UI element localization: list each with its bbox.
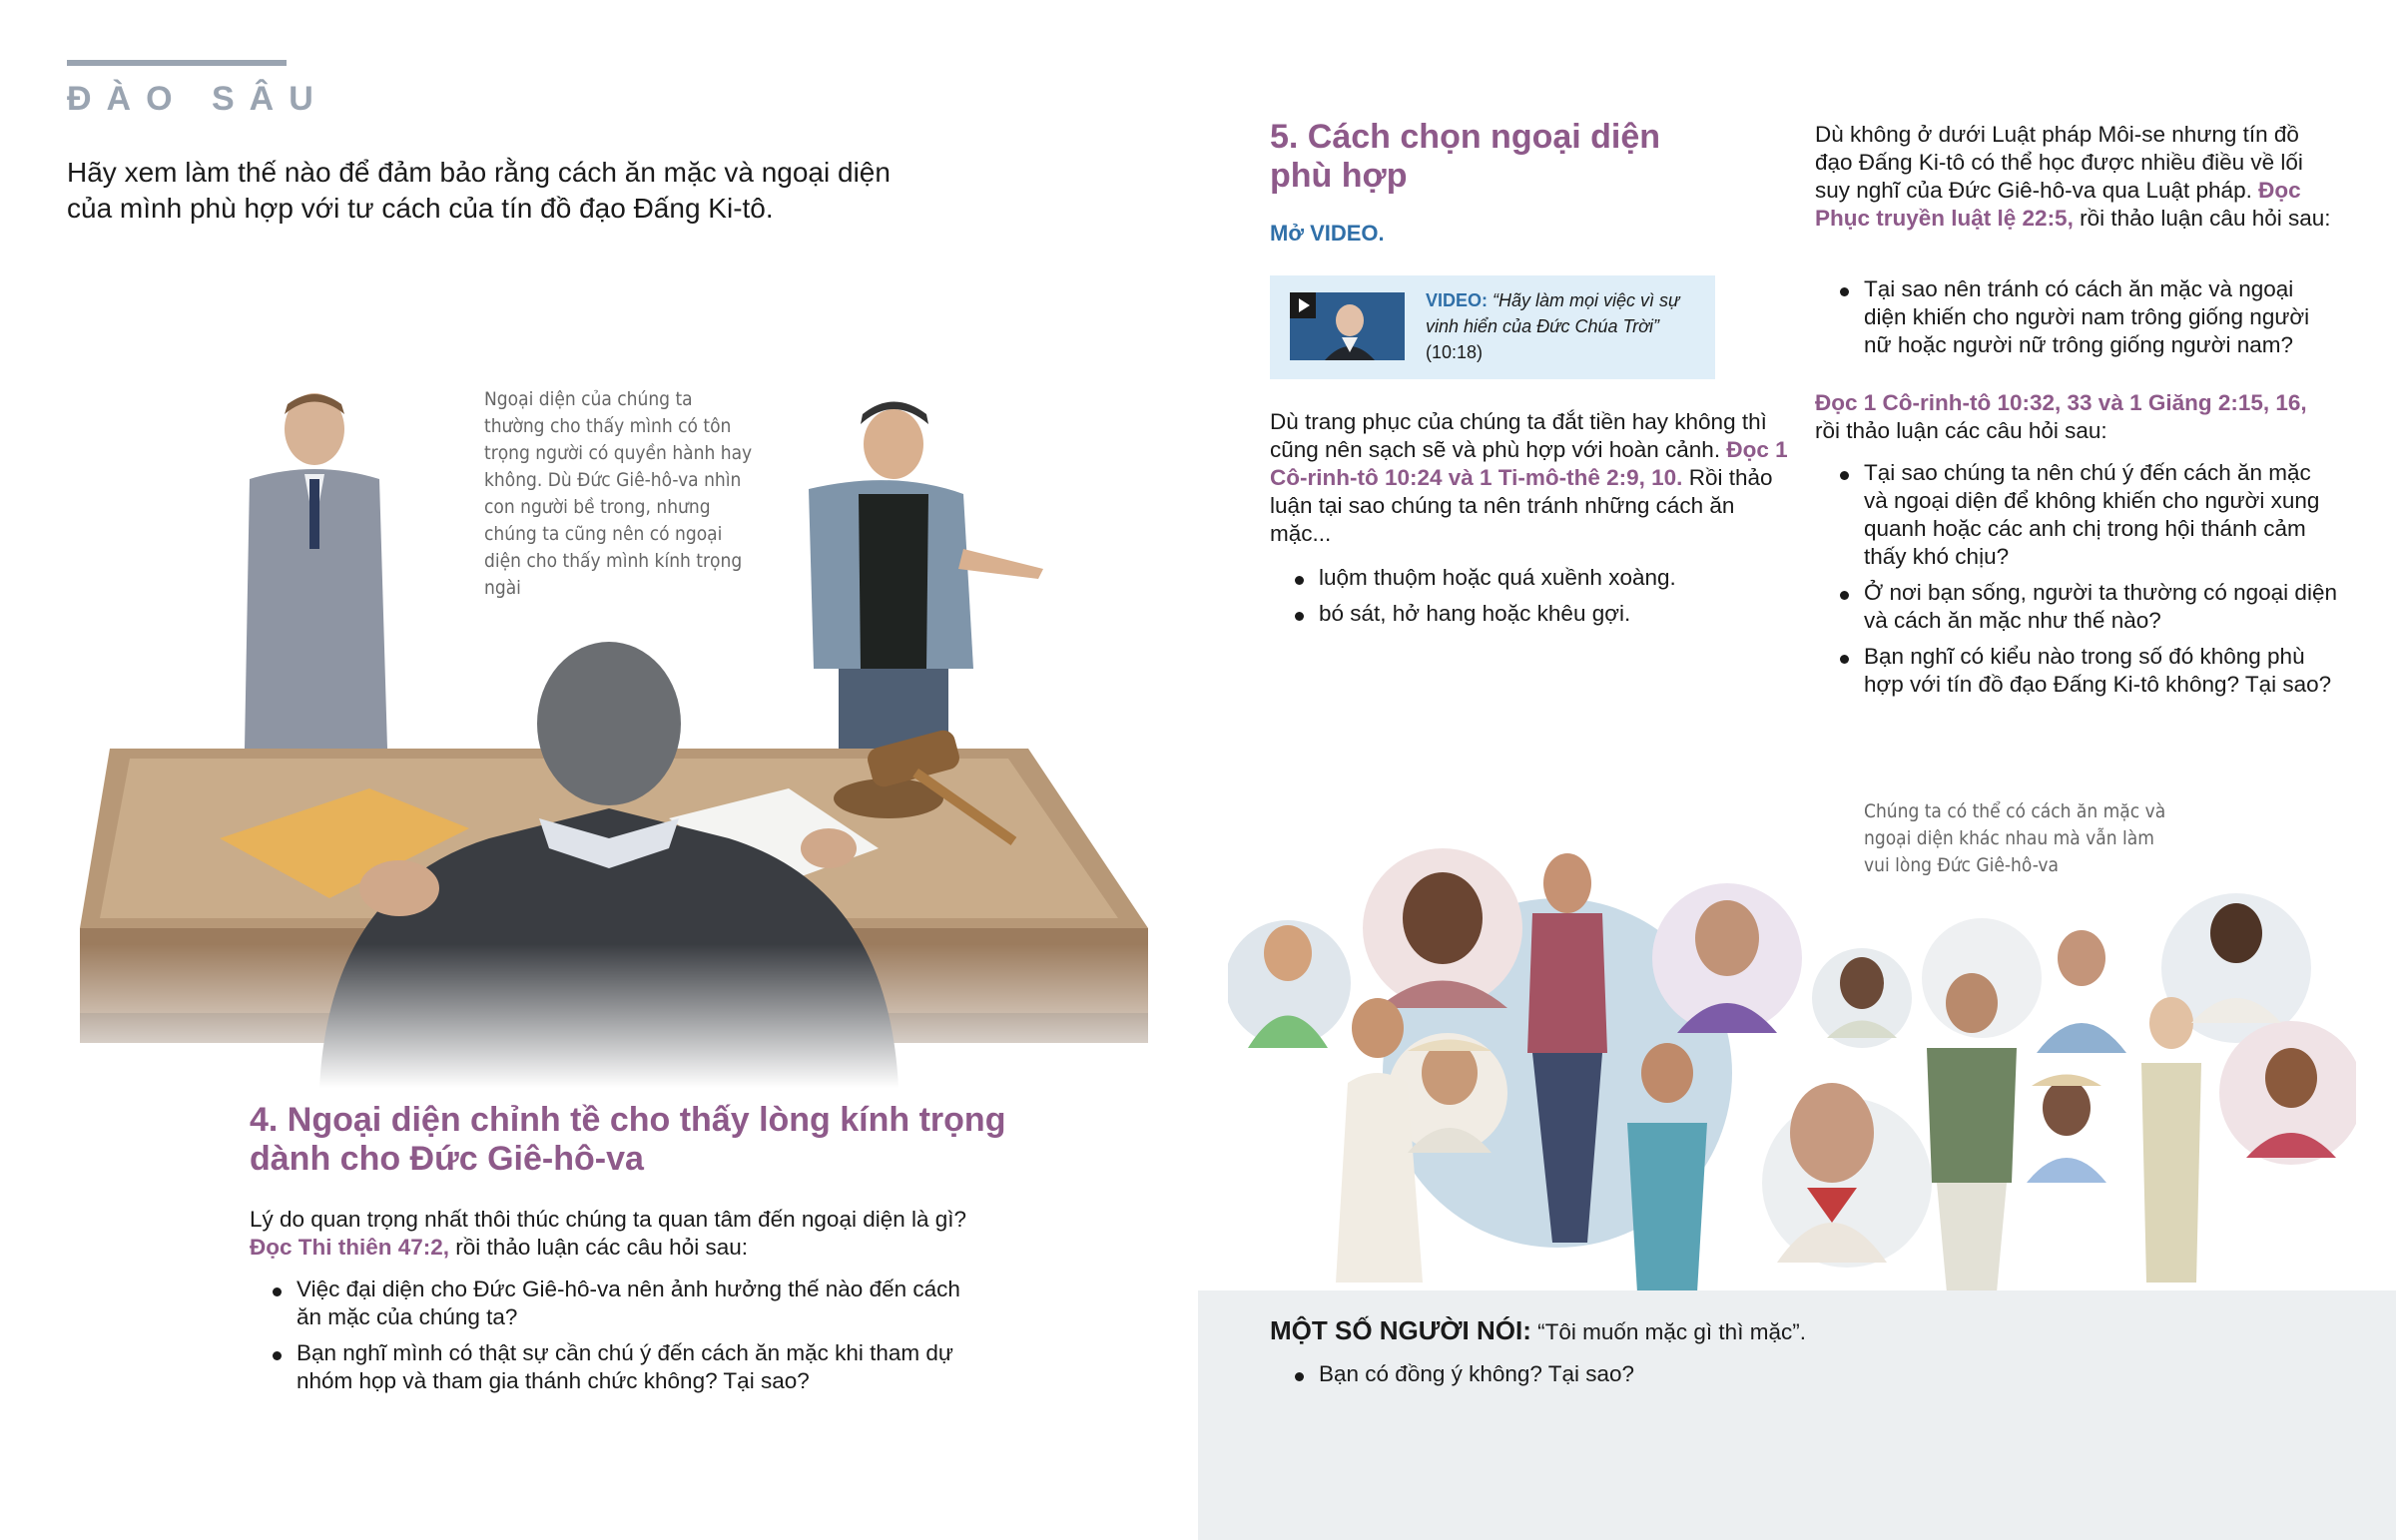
person-woman-blouse: [2037, 930, 2126, 1053]
right-col-para2-tail: rồi thảo luận các câu hỏi sau:: [1815, 418, 2107, 443]
person-man-straw-hat: [2027, 1075, 2106, 1184]
some-say-panel: [1198, 1290, 2396, 1540]
right-col-question-list-1: [1840, 275, 2339, 359]
kicker-label: ĐÀO SÂU: [67, 80, 328, 118]
left-illustration-caption: Ngoại diện của chúng ta thường cho thấy mình có tôn trọng người có quyền hành hay không. Dù Đức Giê-hô-va nhìn con người bề trong, nhưng chúng ta cũng nên có ngoại diện cho thấy mình kính trọng ngài: [484, 388, 753, 599]
list-item: Việc đại diện cho Đức Giê-hô-va nên ảnh hưởng thế nào đến cách ăn mặc của chúng ta?: [273, 1276, 991, 1331]
section4-paragraph: [250, 1206, 1008, 1262]
right-col-scripture-link-2[interactable]: Đọc 1 Cô-rinh-tô 10:32, 33 và 1 Giăng 2:15, 16,: [1815, 390, 2307, 415]
some-say-line: [1270, 1316, 2268, 1346]
list-item: Ở nơi bạn sống, người ta thường có ngoại diện và cách ăn mặc như thế nào?: [1840, 579, 2339, 635]
section4-scripture-link[interactable]: Đọc Thi thiên 47:2,: [250, 1235, 450, 1260]
section4-para-tail: rồi thảo luận các câu hỏi sau:: [455, 1235, 748, 1260]
section4-question-list: [273, 1276, 991, 1395]
video-label: VIDEO:: [1426, 290, 1489, 310]
person-woman-beige: [2141, 997, 2201, 1283]
section5-bullet-list: [1295, 564, 1774, 628]
section4-para-text: Lý do quan trọng nhất thôi thúc chúng ta quan tâm đến ngoại diện là gì?: [250, 1207, 967, 1232]
section5-scripture-link[interactable]: Đọc 1 Cô-rinh-tô 10:24 và 1 Ti-mô-thê 2:9, 10.: [1270, 437, 1788, 490]
some-say-quote: “Tôi muốn mặc gì thì mặc”.: [1537, 1319, 1806, 1344]
list-item: Tại sao chúng ta nên chú ý đến cách ăn mặc và ngoại diện để không khiến cho người xung quanh hoặc các anh chị trong hội thánh cảm thấy khó chịu?: [1840, 459, 2339, 571]
section5-para-tail: Rồi thảo luận tại sao chúng ta nên tránh những cách ăn mặc...: [1270, 465, 1773, 546]
video-card[interactable]: [1270, 275, 1715, 379]
section5-para-text: Dù trang phục của chúng ta đắt tiền hay không thì cũng nên sạch sẽ và phù hợp với hoàn cảnh.: [1270, 409, 1767, 462]
right-col-paragraph-2: [1815, 389, 2334, 445]
list-item: Tại sao nên tránh có cách ăn mặc và ngoại diện khiến cho người nam trông giống người nữ hoặc người nữ trông giống người nam?: [1840, 275, 2339, 359]
kicker-rule: [67, 60, 287, 66]
right-col-para1-tail: rồi thảo luận câu hỏi sau:: [2080, 206, 2331, 231]
video-thumbnail[interactable]: [1290, 292, 1405, 360]
right-col-question-list-2: [1840, 459, 2339, 699]
section4-title: 4. Ngoại diện chỉnh tề cho thấy lòng kính trọng dành cho Đức Giê-hô-va: [250, 1101, 1006, 1178]
open-video-link[interactable]: Mở VIDEO.: [1270, 221, 1385, 246]
some-say-label: MỘT SỐ NGƯỜI NÓI:: [1270, 1315, 1531, 1345]
some-say-bullet-list: [1295, 1360, 2193, 1388]
video-caption: [1426, 287, 1695, 365]
section5-title: 5. Cách chọn ngoại diện phù hợp: [1270, 118, 1661, 195]
list-item: Bạn nghĩ mình có thật sự cần chú ý đến cách ăn mặc khi tham dự nhóm họp và tham gia thánh chức không? Tại sao?: [273, 1339, 991, 1395]
people-group-illustration: [1228, 823, 2356, 1292]
right-col-para1-text: Dù không ở dưới Luật pháp Môi-se nhưng tín đồ đạo Đấng Ki-tô có thể học được nhiều điều về lối suy nghĩ của Đức Giê-hô-va qua Luật pháp.: [1815, 122, 2303, 203]
section5-paragraph: [1270, 408, 1789, 548]
video-duration: (10:18): [1426, 342, 1484, 362]
list-item: Bạn có đồng ý không? Tại sao?: [1295, 1360, 2193, 1388]
list-item: Bạn nghĩ có kiểu nào trong số đó không phù hợp với tín đồ đạo Đấng Ki-tô không? Tại sao?: [1840, 643, 2339, 699]
list-item: bó sát, hở hang hoặc khêu gợi.: [1295, 600, 1774, 628]
right-col-scripture-link-1[interactable]: Đọc Phục truyền luật lệ 22:5,: [1815, 178, 2301, 231]
video-title[interactable]: “Hãy làm mọi việc vì sự vinh hiển của Đức Chúa Trời”: [1426, 290, 1680, 336]
intro-text: Hãy xem làm thế nào để đảm bảo rằng cách ăn mặc và ngoại diện của mình phù hợp với tư cách của tín đồ đạo Đấng Ki-tô.: [67, 157, 891, 224]
list-item: luộm thuộm hoặc quá xuềnh xoàng.: [1295, 564, 1774, 592]
right-col-paragraph-1: [1815, 121, 2334, 233]
play-icon[interactable]: [1290, 292, 1316, 318]
right-illustration-caption: Chúng ta có thể có cách ăn mặc và ngoại diện khác nhau mà vẫn làm vui lòng Đức Giê-hô-va: [1864, 800, 2166, 876]
